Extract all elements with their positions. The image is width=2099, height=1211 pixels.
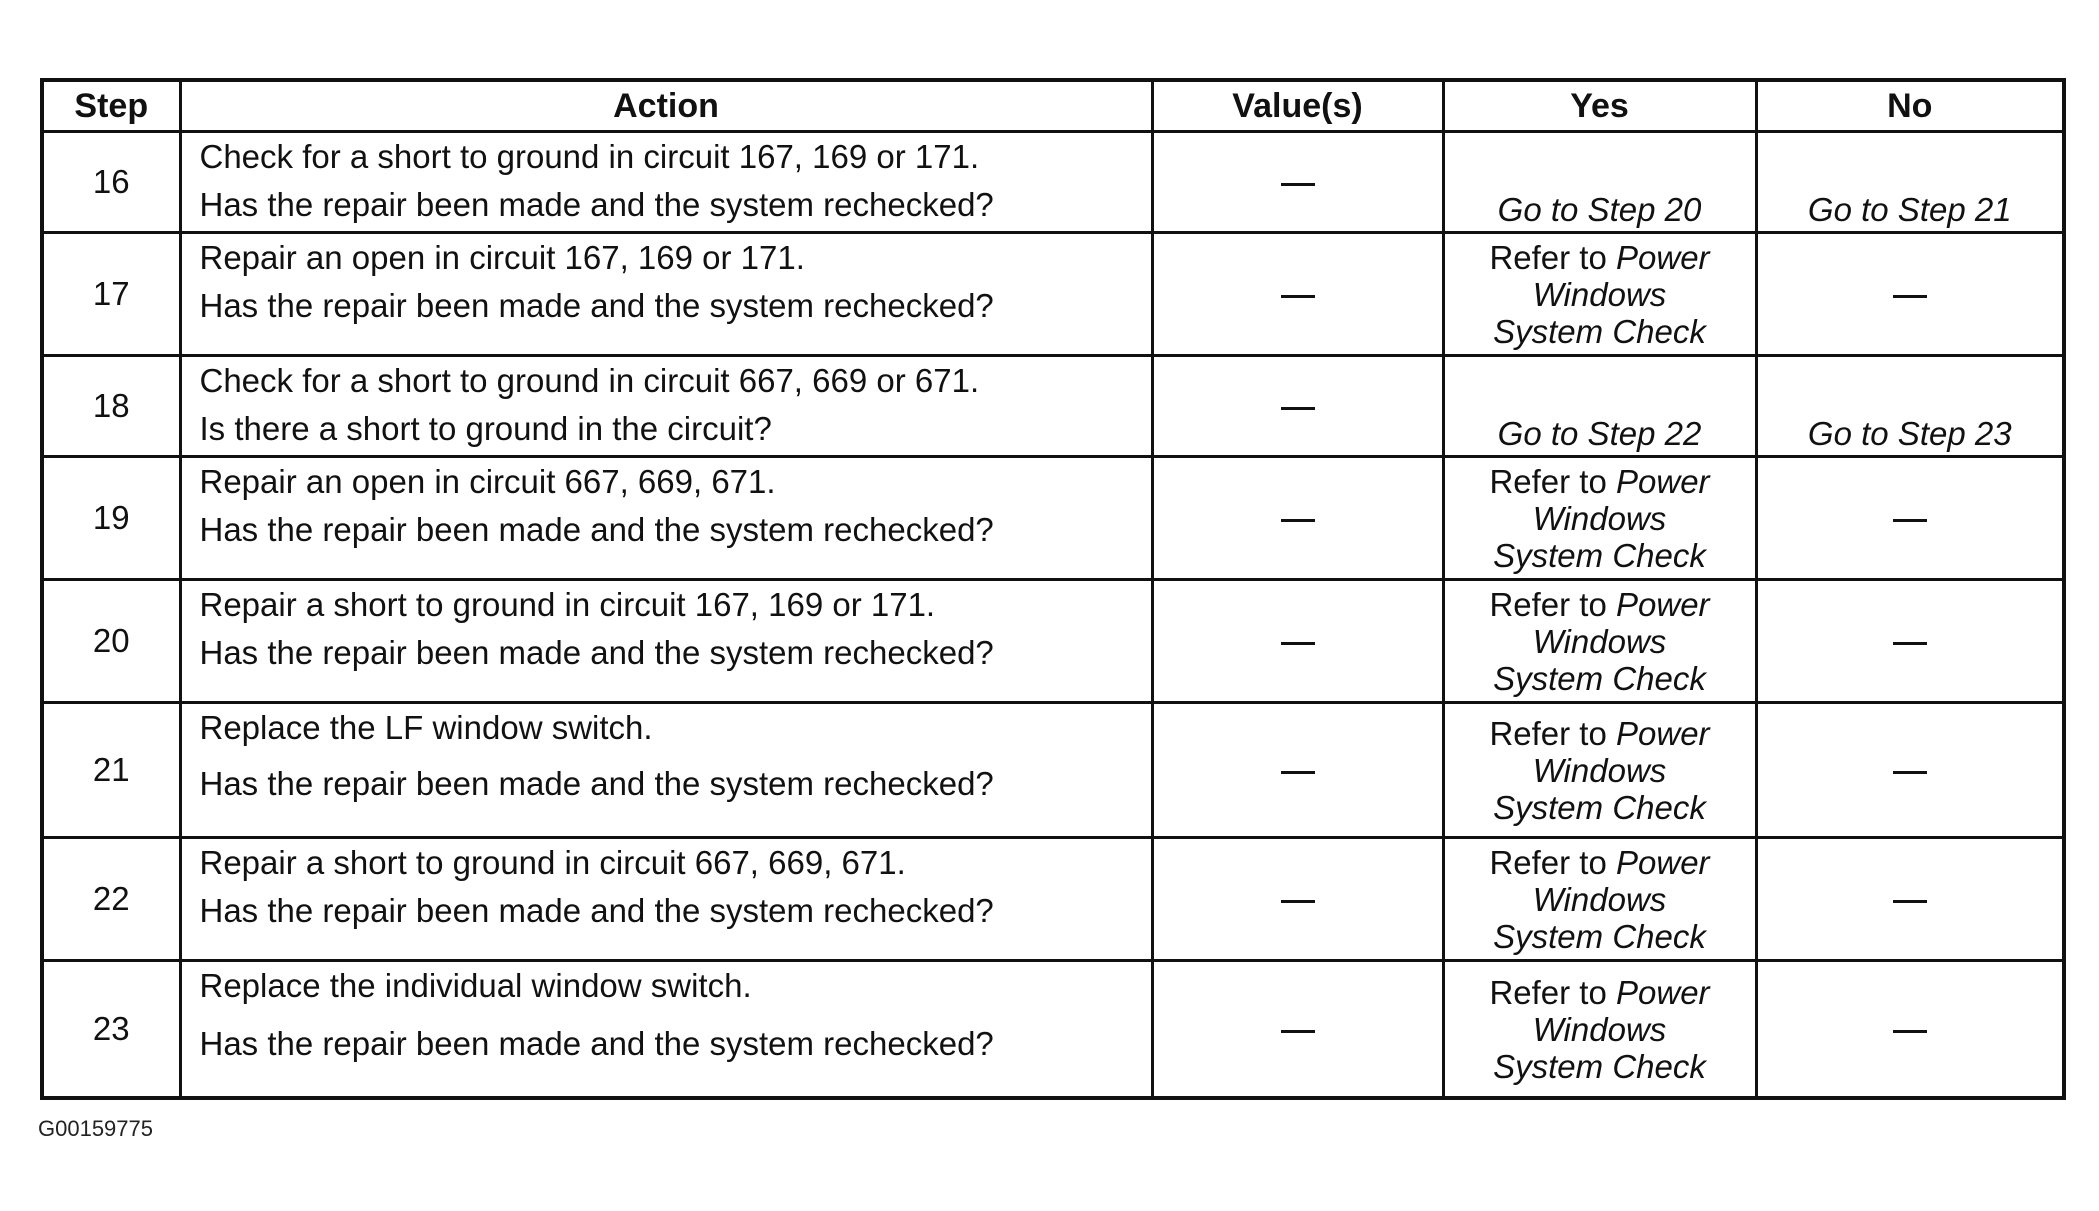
refer-link[interactable] <box>1445 715 1755 826</box>
refer-power-text: Power <box>1616 238 1710 276</box>
no-goto-link[interactable]: Go to Step 23 <box>1807 415 2012 452</box>
no-dash <box>1893 642 1927 645</box>
action-text: Replace the individual window switch. <box>199 967 752 1004</box>
refer-windows-text: Windows <box>1532 275 1667 313</box>
action-text: Replace the LF window switch. <box>199 709 653 746</box>
value-cell <box>1152 838 1443 961</box>
value-cell <box>1152 961 1443 1099</box>
refer-to-text: Refer to <box>1489 973 1607 1011</box>
no-dash <box>1893 900 1927 903</box>
value-cell <box>1152 233 1443 356</box>
header-step: Step <box>42 80 180 132</box>
header-yes: Yes <box>1443 80 1756 132</box>
yes-goto-link[interactable]: Go to Step 22 <box>1497 415 1702 452</box>
action-question: Has the repair been made and the system rechecked? <box>199 892 994 929</box>
action-text: Repair an open in circuit 167, 169 or 171. <box>199 239 805 276</box>
no-dash <box>1893 771 1927 774</box>
refer-windows-text: Windows <box>1532 622 1667 660</box>
action-text: Check for a short to ground in circuit 167, 169 or 171. <box>199 138 980 175</box>
yes-cell <box>1443 703 1756 838</box>
value-cell <box>1152 703 1443 838</box>
refer-to-text: Refer to <box>1489 462 1607 500</box>
refer-system-check-text: System Check <box>1493 659 1706 697</box>
no-cell <box>1756 580 2064 703</box>
yes-goto-link[interactable]: Go to Step 20 <box>1497 191 1702 228</box>
no-dash <box>1893 295 1927 298</box>
value-cell <box>1152 132 1443 233</box>
no-cell <box>1756 457 2064 580</box>
action-question: Has the repair been made and the system rechecked? <box>199 634 994 671</box>
step-number: 22 <box>42 838 180 961</box>
step-number: 21 <box>42 703 180 838</box>
action-question: Has the repair been made and the system rechecked? <box>199 511 994 548</box>
no-dash <box>1893 519 1927 522</box>
value-dash <box>1281 407 1315 410</box>
refer-system-check-text: System Check <box>1493 788 1706 826</box>
action-text: Repair an open in circuit 667, 669, 671. <box>199 463 776 500</box>
refer-windows-text: Windows <box>1532 751 1667 789</box>
table-row <box>42 838 2064 961</box>
yes-cell <box>1443 580 1756 703</box>
refer-to-text: Refer to <box>1489 843 1607 881</box>
value-cell <box>1152 580 1443 703</box>
table-row <box>42 457 2064 580</box>
value-dash <box>1281 771 1315 774</box>
header-values: Value(s) <box>1152 80 1443 132</box>
no-cell <box>1756 703 2064 838</box>
no-cell <box>1756 961 2064 1099</box>
value-dash <box>1281 295 1315 298</box>
action-cell <box>180 961 1152 1099</box>
action-question: Has the repair been made and the system rechecked? <box>199 287 994 324</box>
table-row <box>42 233 2064 356</box>
no-cell <box>1756 356 2064 457</box>
refer-windows-text: Windows <box>1532 1010 1667 1048</box>
refer-system-check-text: System Check <box>1493 536 1706 574</box>
no-goto-link[interactable]: Go to Step 21 <box>1807 191 2012 228</box>
action-text: Repair a short to ground in circuit 167, 169 or 171. <box>199 586 936 623</box>
no-cell <box>1756 233 2064 356</box>
refer-to-text: Refer to <box>1489 238 1607 276</box>
value-dash <box>1281 900 1315 903</box>
header-row <box>42 80 2064 132</box>
yes-cell <box>1443 233 1756 356</box>
header-action: Action <box>180 80 1152 132</box>
table-row <box>42 703 2064 838</box>
refer-to-text: Refer to <box>1489 585 1607 623</box>
step-number: 16 <box>42 132 180 233</box>
refer-link[interactable] <box>1445 586 1755 697</box>
refer-power-text: Power <box>1616 462 1710 500</box>
action-cell <box>180 356 1152 457</box>
action-cell <box>180 838 1152 961</box>
value-dash <box>1281 183 1315 186</box>
refer-power-text: Power <box>1616 973 1710 1011</box>
action-question: Is there a short to ground in the circuit? <box>199 410 772 447</box>
refer-windows-text: Windows <box>1532 499 1667 537</box>
action-text: Repair a short to ground in circuit 667, 669, 671. <box>199 844 906 881</box>
refer-system-check-text: System Check <box>1493 312 1706 350</box>
refer-system-check-text: System Check <box>1493 1047 1706 1085</box>
action-cell <box>180 703 1152 838</box>
yes-cell <box>1443 838 1756 961</box>
refer-windows-text: Windows <box>1532 880 1667 918</box>
table-row <box>42 580 2064 703</box>
refer-to-text: Refer to <box>1489 714 1607 752</box>
figure-id: G00159775 <box>38 1116 153 1141</box>
refer-system-check-text: System Check <box>1493 917 1706 955</box>
no-cell <box>1756 838 2064 961</box>
step-number: 17 <box>42 233 180 356</box>
refer-link[interactable] <box>1445 974 1755 1085</box>
step-number: 20 <box>42 580 180 703</box>
no-cell <box>1756 132 2064 233</box>
action-question: Has the repair been made and the system rechecked? <box>199 186 994 223</box>
action-cell <box>180 132 1152 233</box>
value-dash <box>1281 1030 1315 1033</box>
yes-cell <box>1443 457 1756 580</box>
no-dash <box>1893 1030 1927 1033</box>
refer-power-text: Power <box>1616 714 1710 752</box>
action-question: Has the repair been made and the system rechecked? <box>199 1025 994 1062</box>
value-cell <box>1152 356 1443 457</box>
diagnostic-table <box>40 78 2066 1100</box>
action-question: Has the repair been made and the system rechecked? <box>199 765 994 802</box>
refer-link[interactable] <box>1445 844 1755 955</box>
table-row <box>42 132 2064 233</box>
value-cell <box>1152 457 1443 580</box>
action-cell <box>180 457 1152 580</box>
table-row <box>42 356 2064 457</box>
yes-cell <box>1443 132 1756 233</box>
refer-link[interactable] <box>1445 239 1755 350</box>
value-dash <box>1281 519 1315 522</box>
refer-link[interactable] <box>1445 463 1755 574</box>
step-number: 23 <box>42 961 180 1099</box>
table-row <box>42 961 2064 1099</box>
step-number: 19 <box>42 457 180 580</box>
value-dash <box>1281 642 1315 645</box>
refer-power-text: Power <box>1616 585 1710 623</box>
header-no: No <box>1756 80 2064 132</box>
action-text: Check for a short to ground in circuit 667, 669 or 671. <box>199 362 980 399</box>
action-cell <box>180 580 1152 703</box>
yes-cell <box>1443 356 1756 457</box>
refer-power-text: Power <box>1616 843 1710 881</box>
yes-cell <box>1443 961 1756 1099</box>
action-cell <box>180 233 1152 356</box>
step-number: 18 <box>42 356 180 457</box>
